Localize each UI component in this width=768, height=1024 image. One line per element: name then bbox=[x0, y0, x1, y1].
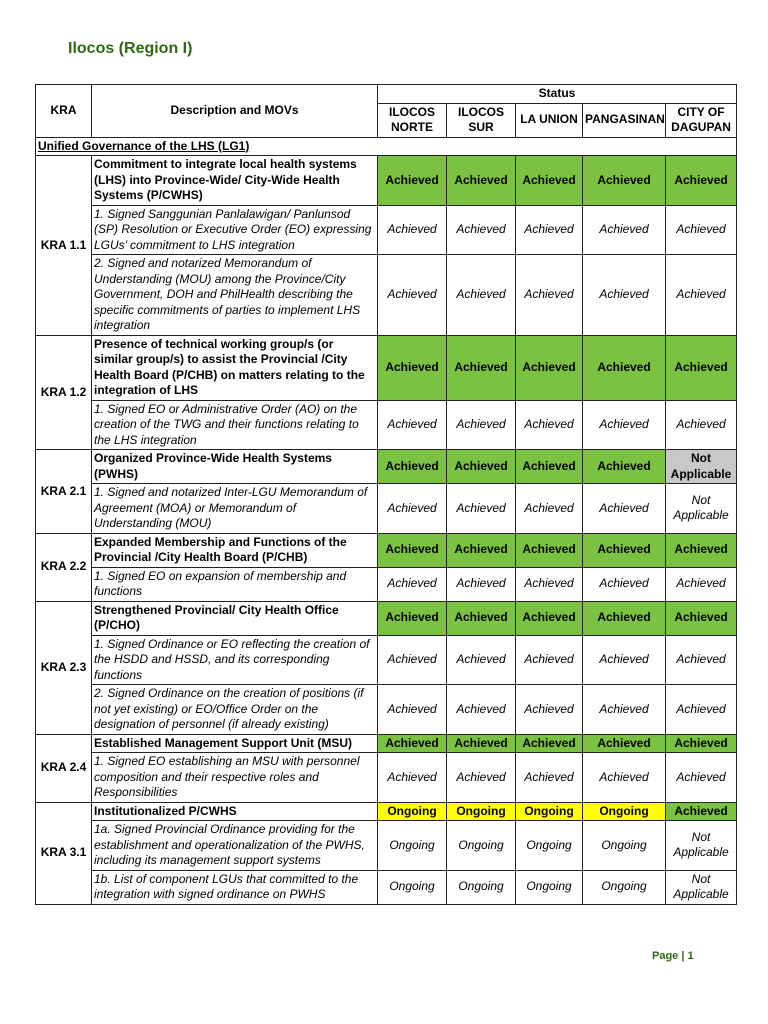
status-cell-pangasinan: Achieved bbox=[583, 335, 666, 400]
status-cell-la-union: Achieved bbox=[516, 335, 583, 400]
indicator-row bbox=[36, 802, 737, 821]
indicator-description: Strengthened Provincial/ City Health Office (P/CHO) bbox=[92, 601, 378, 635]
status-cell-la-union: Achieved bbox=[516, 685, 583, 735]
mov-row bbox=[36, 821, 737, 871]
status-cell-ilocos-norte: Achieved bbox=[378, 156, 447, 206]
kra-label: KRA 2.3 bbox=[36, 601, 92, 734]
status-cell-la-union: Ongoing bbox=[516, 870, 583, 904]
column-header-la-union: LA UNION bbox=[516, 103, 583, 137]
status-cell-city-of-dagupan: Achieved bbox=[666, 601, 737, 635]
status-cell-ilocos-sur: Ongoing bbox=[447, 870, 516, 904]
status-cell-la-union: Achieved bbox=[516, 635, 583, 685]
status-cell-ilocos-norte: Achieved bbox=[378, 601, 447, 635]
status-cell-ilocos-norte: Ongoing bbox=[378, 802, 447, 821]
mov-description: 1a. Signed Provincial Ordinance providing for the establishment and operationalization of the PWHS, including its management support systems bbox=[92, 821, 378, 871]
status-cell-ilocos-sur: Achieved bbox=[447, 156, 516, 206]
column-header-ilocos-norte: ILOCOS NORTE bbox=[378, 103, 447, 137]
status-cell-la-union: Achieved bbox=[516, 533, 583, 567]
mov-description: 2. Signed and notarized Memorandum of Understanding (MOU) among the Province/City Government, DOH and PhilHealth describing the specific commitments of parties to implement LHS integration bbox=[92, 255, 378, 336]
status-cell-pangasinan: Achieved bbox=[583, 753, 666, 803]
kra-label: KRA 1.2 bbox=[36, 335, 92, 450]
status-cell-ilocos-sur: Achieved bbox=[447, 450, 516, 484]
status-cell-ilocos-norte: Achieved bbox=[378, 255, 447, 336]
status-cell-pangasinan: Achieved bbox=[583, 685, 666, 735]
status-cell-la-union: Achieved bbox=[516, 450, 583, 484]
indicator-row bbox=[36, 156, 737, 206]
status-cell-pangasinan: Achieved bbox=[583, 400, 666, 450]
status-cell-city-of-dagupan: Not Applicable bbox=[666, 484, 737, 534]
status-cell-la-union: Achieved bbox=[516, 601, 583, 635]
status-cell-ilocos-sur: Achieved bbox=[447, 567, 516, 601]
mov-description: 2. Signed Ordinance on the creation of positions (if not yet existing) or EO/Office Order on the designation of personnel (if already existing) bbox=[92, 685, 378, 735]
kra-header: KRA bbox=[36, 85, 92, 138]
page-number: Page | 1 bbox=[652, 950, 694, 962]
status-cell-ilocos-sur: Achieved bbox=[447, 205, 516, 255]
page-title: Ilocos (Region I) bbox=[68, 40, 193, 57]
status-cell-ilocos-norte: Achieved bbox=[378, 753, 447, 803]
status-header: Status bbox=[378, 85, 737, 104]
status-cell-ilocos-sur: Achieved bbox=[447, 685, 516, 735]
status-cell-city-of-dagupan: Achieved bbox=[666, 635, 737, 685]
kra-label: KRA 2.2 bbox=[36, 533, 92, 601]
mov-row bbox=[36, 400, 737, 450]
indicator-row bbox=[36, 734, 737, 753]
status-cell-city-of-dagupan: Achieved bbox=[666, 753, 737, 803]
status-cell-city-of-dagupan: Achieved bbox=[666, 533, 737, 567]
status-cell-ilocos-norte: Achieved bbox=[378, 685, 447, 735]
status-cell-city-of-dagupan: Achieved bbox=[666, 734, 737, 753]
indicator-description: Established Management Support Unit (MSU) bbox=[92, 734, 378, 753]
status-cell-ilocos-sur: Ongoing bbox=[447, 821, 516, 871]
status-cell-ilocos-sur: Achieved bbox=[447, 335, 516, 400]
status-cell-city-of-dagupan: Achieved bbox=[666, 400, 737, 450]
mov-description: 1. Signed Ordinance or EO reflecting the creation of the HSDD and HSSD, and its corresponding functions bbox=[92, 635, 378, 685]
status-cell-ilocos-sur: Achieved bbox=[447, 484, 516, 534]
indicator-row bbox=[36, 601, 737, 635]
status-cell-la-union: Achieved bbox=[516, 205, 583, 255]
indicator-description: Commitment to integrate local health systems (LHS) into Province-Wide/ City-Wide Health Systems (P/CWHS) bbox=[92, 156, 378, 206]
mov-description: 1b. List of component LGUs that committed to the integration with signed ordinance on PWHS bbox=[92, 870, 378, 904]
status-cell-city-of-dagupan: Achieved bbox=[666, 685, 737, 735]
status-cell-city-of-dagupan: Achieved bbox=[666, 156, 737, 206]
kra-label: KRA 2.4 bbox=[36, 734, 92, 802]
status-cell-ilocos-norte: Ongoing bbox=[378, 870, 447, 904]
kra-label: KRA 2.1 bbox=[36, 450, 92, 534]
mov-row bbox=[36, 753, 737, 803]
column-header-pangasinan: PANGASINAN bbox=[583, 103, 666, 137]
status-cell-ilocos-norte: Achieved bbox=[378, 734, 447, 753]
mov-description: 1. Signed EO or Administrative Order (AO) on the creation of the TWG and their functions relating to the LHS integration bbox=[92, 400, 378, 450]
status-cell-ilocos-norte: Achieved bbox=[378, 567, 447, 601]
status-cell-ilocos-norte: Achieved bbox=[378, 400, 447, 450]
status-cell-city-of-dagupan: Achieved bbox=[666, 567, 737, 601]
indicator-description: Organized Province-Wide Health Systems (PWHS) bbox=[92, 450, 378, 484]
mov-description: 1. Signed EO on expansion of membership and functions bbox=[92, 567, 378, 601]
kra-label: KRA 3.1 bbox=[36, 802, 92, 904]
mov-row bbox=[36, 635, 737, 685]
status-cell-ilocos-sur: Achieved bbox=[447, 601, 516, 635]
mov-row bbox=[36, 484, 737, 534]
status-cell-ilocos-sur: Achieved bbox=[447, 533, 516, 567]
description-header: Description and MOVs bbox=[92, 85, 378, 138]
status-cell-la-union: Achieved bbox=[516, 567, 583, 601]
column-header-ilocos-sur: ILOCOS SUR bbox=[447, 103, 516, 137]
status-cell-la-union: Achieved bbox=[516, 255, 583, 336]
status-cell-pangasinan: Ongoing bbox=[583, 870, 666, 904]
mov-row bbox=[36, 255, 737, 336]
status-cell-pangasinan: Achieved bbox=[583, 734, 666, 753]
kra-label: KRA 1.1 bbox=[36, 156, 92, 336]
status-cell-city-of-dagupan: Achieved bbox=[666, 205, 737, 255]
indicator-description: Expanded Membership and Functions of the Provincial /City Health Board (P/CHB) bbox=[92, 533, 378, 567]
status-cell-ilocos-norte: Achieved bbox=[378, 635, 447, 685]
status-cell-ilocos-norte: Achieved bbox=[378, 533, 447, 567]
status-cell-ilocos-sur: Achieved bbox=[447, 400, 516, 450]
status-cell-la-union: Achieved bbox=[516, 734, 583, 753]
indicator-row bbox=[36, 533, 737, 567]
indicator-description: Presence of technical working group/s (or similar group/s) to assist the Provincial /City Health Board (P/CHB) on matters relating to the integration of LHS bbox=[92, 335, 378, 400]
status-cell-ilocos-sur: Achieved bbox=[447, 734, 516, 753]
status-cell-la-union: Achieved bbox=[516, 484, 583, 534]
status-cell-pangasinan: Achieved bbox=[583, 156, 666, 206]
mov-row bbox=[36, 685, 737, 735]
mov-description: 1. Signed and notarized Inter-LGU Memorandum of Agreement (MOA) or Memorandum of Understanding (MOU) bbox=[92, 484, 378, 534]
mov-description: 1. Signed Sanggunian Panlalawigan/ Panlunsod (SP) Resolution or Executive Order (EO) expressing LGUs’ commitment to LHS integration bbox=[92, 205, 378, 255]
status-cell-pangasinan: Achieved bbox=[583, 533, 666, 567]
mov-row bbox=[36, 205, 737, 255]
status-cell-pangasinan: Achieved bbox=[583, 601, 666, 635]
status-cell-la-union: Achieved bbox=[516, 753, 583, 803]
status-cell-ilocos-sur: Achieved bbox=[447, 635, 516, 685]
indicator-description: Institutionalized P/CWHS bbox=[92, 802, 378, 821]
status-cell-la-union: Achieved bbox=[516, 156, 583, 206]
status-cell-pangasinan: Achieved bbox=[583, 255, 666, 336]
status-cell-pangasinan: Ongoing bbox=[583, 821, 666, 871]
mov-description: 1. Signed EO establishing an MSU with personnel composition and their respective roles and Responsibilities bbox=[92, 753, 378, 803]
status-cell-ilocos-sur: Achieved bbox=[447, 255, 516, 336]
indicator-row bbox=[36, 335, 737, 400]
lhs-status-table bbox=[35, 84, 737, 905]
status-cell-city-of-dagupan: Not Applicable bbox=[666, 821, 737, 871]
status-cell-ilocos-norte: Achieved bbox=[378, 484, 447, 534]
status-cell-la-union: Ongoing bbox=[516, 802, 583, 821]
status-cell-ilocos-norte: Achieved bbox=[378, 450, 447, 484]
status-cell-pangasinan: Achieved bbox=[583, 450, 666, 484]
indicator-row bbox=[36, 450, 737, 484]
status-cell-city-of-dagupan: Not Applicable bbox=[666, 870, 737, 904]
status-cell-pangasinan: Achieved bbox=[583, 484, 666, 534]
status-cell-pangasinan: Achieved bbox=[583, 567, 666, 601]
status-cell-la-union: Achieved bbox=[516, 400, 583, 450]
status-cell-ilocos-norte: Ongoing bbox=[378, 821, 447, 871]
status-cell-city-of-dagupan: Achieved bbox=[666, 255, 737, 336]
status-cell-ilocos-norte: Achieved bbox=[378, 205, 447, 255]
status-cell-city-of-dagupan: Not Applicable bbox=[666, 450, 737, 484]
status-cell-ilocos-sur: Achieved bbox=[447, 753, 516, 803]
column-header-city-of-dagupan: CITY OF DAGUPAN bbox=[666, 103, 737, 137]
status-cell-ilocos-norte: Achieved bbox=[378, 335, 447, 400]
section-heading: Unified Governance of the LHS (LG1) bbox=[36, 137, 737, 156]
mov-row bbox=[36, 567, 737, 601]
status-cell-pangasinan: Achieved bbox=[583, 635, 666, 685]
status-cell-la-union: Ongoing bbox=[516, 821, 583, 871]
status-cell-pangasinan: Ongoing bbox=[583, 802, 666, 821]
mov-row bbox=[36, 870, 737, 904]
status-cell-ilocos-sur: Ongoing bbox=[447, 802, 516, 821]
status-cell-city-of-dagupan: Achieved bbox=[666, 335, 737, 400]
status-cell-pangasinan: Achieved bbox=[583, 205, 666, 255]
status-cell-city-of-dagupan: Achieved bbox=[666, 802, 737, 821]
